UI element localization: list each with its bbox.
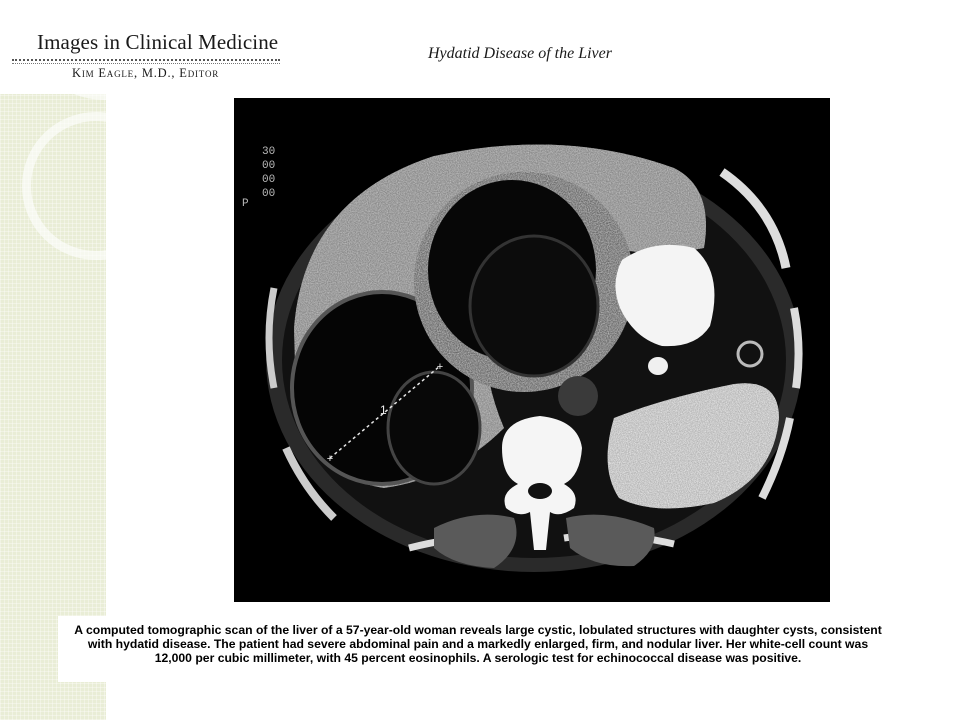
measurement-label: 1 (380, 403, 387, 417)
journal-header (0, 0, 282, 94)
caption-box (58, 616, 898, 682)
editor-line: Kim Eagle, M.D., Editor (72, 66, 220, 80)
daughter-cyst (470, 236, 598, 376)
ct-scan-image (234, 98, 830, 602)
scan-info-text: 00 (262, 174, 276, 186)
contrast-drop (648, 357, 668, 375)
daughter-cyst (388, 372, 480, 484)
masthead-title: Images in Clinical Medicine (37, 30, 279, 54)
rib (794, 308, 799, 388)
figure-caption: A computed tomographic scan of the liver of a 57-year-old woman reveals large cystic, lobulated structures with daughter cysts, consistent with hydatid disease. The patient had severe abdominal pain and a markedly enlarged, firm, and nodular liver. Her white-cell count was 12,000 per cubic millimeter, with 45 percent eosinophils. A serologic test for echinococcal disease was positive. (74, 623, 882, 665)
measurement-endpoint: + (436, 361, 444, 373)
masthead-divider (12, 59, 280, 61)
scan-info-text: 30 (262, 146, 276, 158)
article-title: Hydatid Disease of the Liver (428, 45, 612, 62)
scan-info-text: P (242, 198, 249, 210)
masthead-divider (12, 63, 280, 64)
spinal-canal (528, 483, 552, 499)
aorta (558, 376, 598, 416)
decorative-side-strip (0, 0, 106, 720)
decorative-ring (22, 112, 106, 260)
measurement-endpoint: + (326, 453, 334, 465)
scan-info-text: 00 (262, 160, 276, 172)
ct-scan-illustration (234, 98, 830, 602)
scan-info-text: 00 (262, 188, 276, 200)
